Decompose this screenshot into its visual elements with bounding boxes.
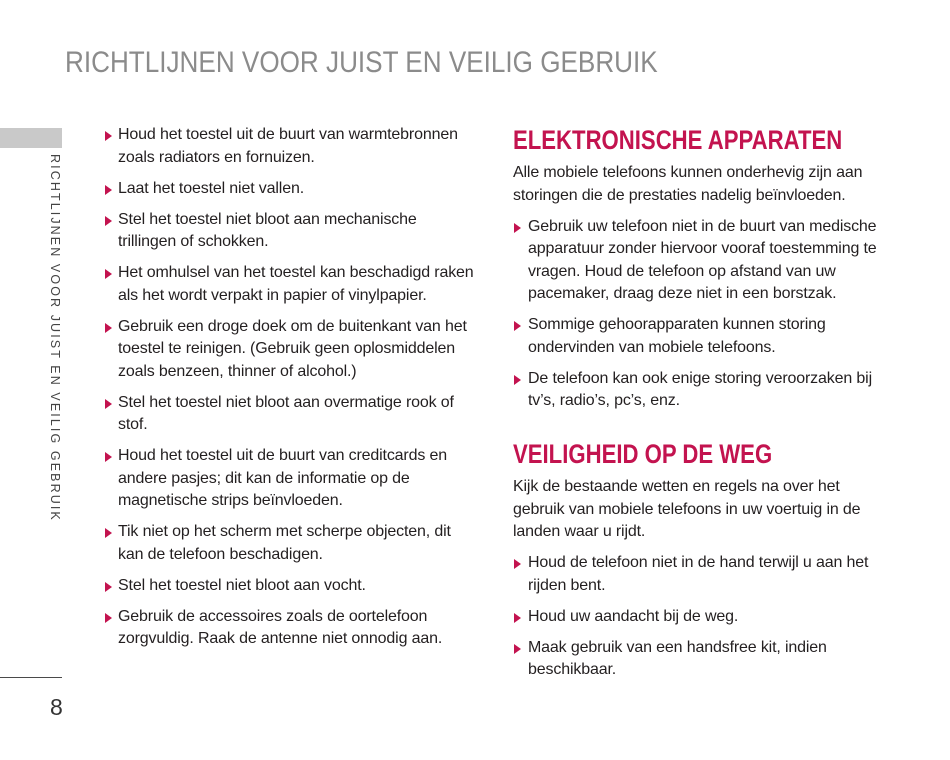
section-intro [513,162,933,207]
bullet-text-line: Houd het toestel uit de buurt van warmtebronnen [118,126,458,143]
bullet-text-line: Maak gebruik van een handsfree kit, indien [528,638,827,656]
triangle-bullet-icon [514,559,521,569]
bullet-text-line: Laat het toestel niet vallen. [118,179,305,197]
section-electronic-devices [513,125,933,413]
bullet-text-line: Gebruik uw telefoon niet in de buurt van medische [528,217,877,235]
bullet-item [103,445,503,513]
triangle-bullet-icon [105,185,112,195]
triangle-bullet-icon [514,223,521,233]
bullet-item [103,521,503,566]
section-heading-text: VEILIGHEID OP DE WEG [513,439,773,469]
bullet-item [513,606,933,629]
triangle-bullet-icon [105,323,112,333]
bullet-item [103,316,503,384]
bullet-text-line: als het wordt verpakt in papier of vinylpapier. [118,286,427,304]
bullet-text-line: De telefoon kan ook enige storing veroorzaken bij [528,369,872,387]
bullet-text-line: zoals radiators en fornuizen. [118,148,315,166]
bullet-text-line: ondervinden van mobiele telefoons. [528,338,776,356]
bullet-text-line: Houd de telefoon niet in de hand terwijl u aan het [528,554,869,571]
bullet-text-line: apparatuur zonder hiervoor vooraf toestemming te [528,240,877,257]
bullet-item [513,216,933,306]
bullet-item [513,637,933,682]
intro-text-line: gebruik van mobiele telefoons in uw voertuig in de [513,500,861,518]
bullet-text-line: trillingen of schokken. [118,233,269,250]
bullet-item [513,368,933,413]
intro-text-line: Alle mobiele telefoons kunnen onderhevig zijn aan [513,164,863,181]
triangle-bullet-icon [105,216,112,226]
bullet-text-line: Het omhulsel van het toestel kan beschadigd raken [118,264,474,281]
bullet-text-line: beschikbaar. [528,661,617,678]
bullet-item [103,262,503,307]
bullet-text-line: Tik niet op het scherm met scherpe objecten, dit [118,523,451,540]
bullet-text-line: Houd uw aandacht bij de weg. [528,607,739,625]
triangle-bullet-icon [105,528,112,538]
bullet-text-line: Stel het toestel niet bloot aan overmatige rook of [118,393,454,411]
triangle-bullet-icon [514,644,521,654]
left-column [103,124,503,651]
section-heading [513,439,933,469]
triangle-bullet-icon [105,613,112,623]
intro-text-line: Kijk de bestaande wetten en regels na over het [513,478,840,495]
bullet-text-line: Houd het toestel uit de buurt van creditcards en [118,447,448,464]
bullet-text-line: kan de telefoon beschadigen. [118,545,323,563]
bullet-item [513,314,933,359]
page-title: RICHTLIJNEN VOOR JUIST EN VEILIG GEBRUIK [65,46,658,79]
bullet-item [103,209,503,254]
triangle-bullet-icon [105,399,112,409]
side-tab-label: RICHTLIJNEN VOOR JUIST EN VEILIG GEBRUIK [48,154,62,522]
bullet-text-line: andere pasjes; dit kan de informatie op de [118,469,410,487]
section-road-safety [513,439,933,682]
triangle-bullet-icon [105,452,112,462]
intro-text-line: storingen die de prestaties nadelig beïnvloeden. [513,186,846,204]
triangle-bullet-icon [105,131,112,141]
bullet-text-line: rijden bent. [528,576,606,594]
triangle-bullet-icon [105,582,112,592]
bullet-text-line: zoals benzeen, thinner of alcohol.) [118,362,357,380]
bullet-item [103,392,503,437]
bullet-item [103,575,503,598]
side-tab-marker [0,128,62,148]
bullet-text-line: vragen. Houd de telefoon op afstand van uw [528,262,836,280]
section-heading-text: ELEKTRONISCHE APPARATEN [513,125,843,155]
page-number-rule [0,677,62,678]
section-intro [513,476,933,544]
bullet-text-line: tv’s, radio’s, pc’s, enz. [528,392,680,409]
bullet-item [513,552,933,597]
triangle-bullet-icon [514,321,521,331]
bullet-text-line: magnetische strips beïnvloeden. [118,492,343,509]
bullet-text-line: Stel het toestel niet bloot aan mechanische [118,210,417,228]
bullet-item [103,124,503,169]
bullet-text-line: Stel het toestel niet bloot aan vocht. [118,576,366,594]
intro-text-line: landen waar u rijdt. [513,523,646,540]
bullet-text-line: pacemaker, draag deze niet in een borstzak. [528,285,837,302]
bullet-text-line: Gebruik een droge doek om de buitenkant van het [118,317,467,335]
right-column [513,0,933,760]
section-heading [513,125,933,155]
page-number: 8 [50,694,63,720]
bullet-item [103,606,503,651]
bullet-text-line: Gebruik de accessoires zoals de oortelefoon [118,607,428,625]
bullet-text-line: toestel te reinigen. (Gebruik geen oplosmiddelen [118,340,456,357]
bullet-text-line: Sommige gehoorapparaten kunnen storing [528,316,826,333]
triangle-bullet-icon [105,269,112,279]
bullet-text-line: zorgvuldig. Raak de antenne niet onnodig aan. [118,630,443,647]
triangle-bullet-icon [514,375,521,385]
bullet-item [103,178,503,201]
bullet-text-line: stof. [118,416,148,433]
triangle-bullet-icon [514,613,521,623]
